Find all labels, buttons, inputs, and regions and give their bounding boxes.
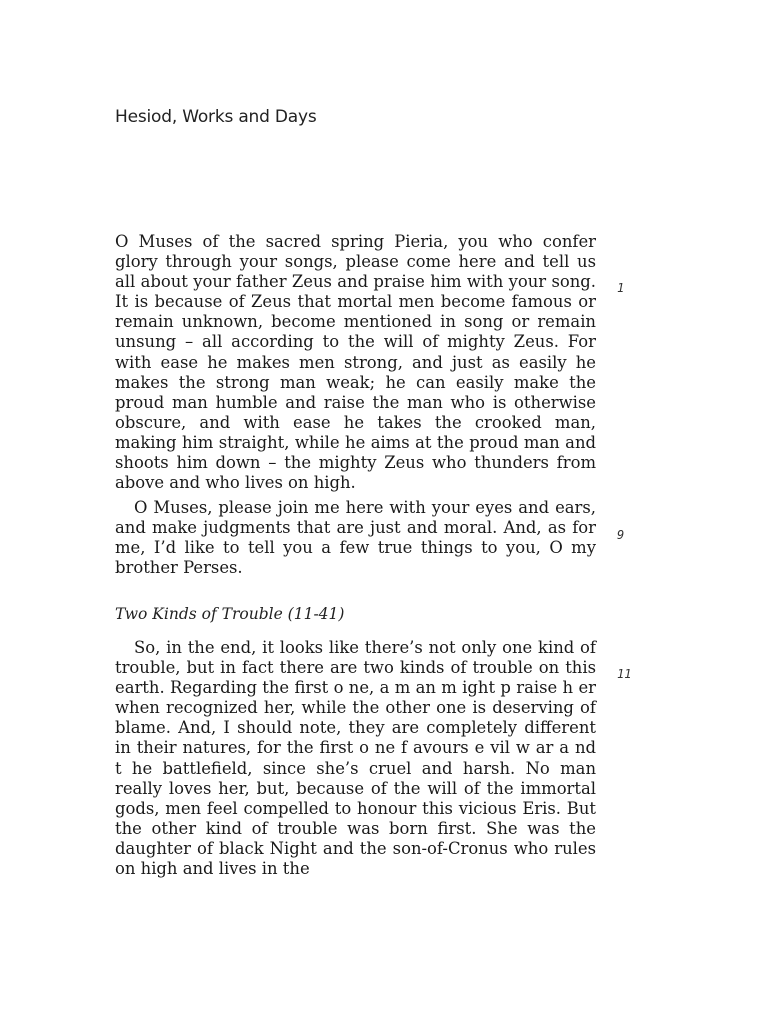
paragraph-block [115,498,596,578]
line-number: 1 [617,281,625,295]
running-head: Hesiod, Works and Days [115,107,317,127]
paragraph-block [115,638,596,879]
line-number: 9 [617,528,625,542]
line-number: 11 [617,667,632,681]
section-heading: Two Kinds of Trouble (11-41) [115,605,345,623]
paragraph-block [115,232,596,493]
paragraph: O Muses, please join me here with your eyes and ears, and make judgments that are just and moral. And, as for me, I’d like to tell you a few true things to you, O my brother Perses. [115,498,596,578]
paragraph: O Muses of the sacred spring Pieria, you who confer glory through your songs, please come here and tell us all about your father Zeus and praise him with your song. It is because of Zeus that mortal men become famous or remain unknown, become mentioned in song or remain unsung – all according to the will of mighty Zeus. For with ease he makes men strong, and just as easily he makes the strong man weak; he can easily make the proud man humble and raise the man who is otherwise obscure, and with ease he takes the crooked man, making him straight, while he aims at the proud man and shoots him down – the mighty Zeus who thunders from above and who lives on high. [115,232,596,493]
paragraph: So, in the end, it looks like there’s not only one kind of trouble, but in fact there are two kinds of trouble on this earth. Regarding the first o ne, a m an m ight p raise h er when recognized her, while the other one is deserving of blame. And, I should note, they are completely different in their natures, for the first o ne f avours e vil w ar a nd t he battlefield, since she’s cruel and harsh. No man really loves her, but, because of the will of the immortal gods, men feel compelled to honour this vicious Eris. But the other kind of trouble was born first. She was the daughter of black Night and the son-of-Cronus who rules on high and lives in the [115,638,596,879]
